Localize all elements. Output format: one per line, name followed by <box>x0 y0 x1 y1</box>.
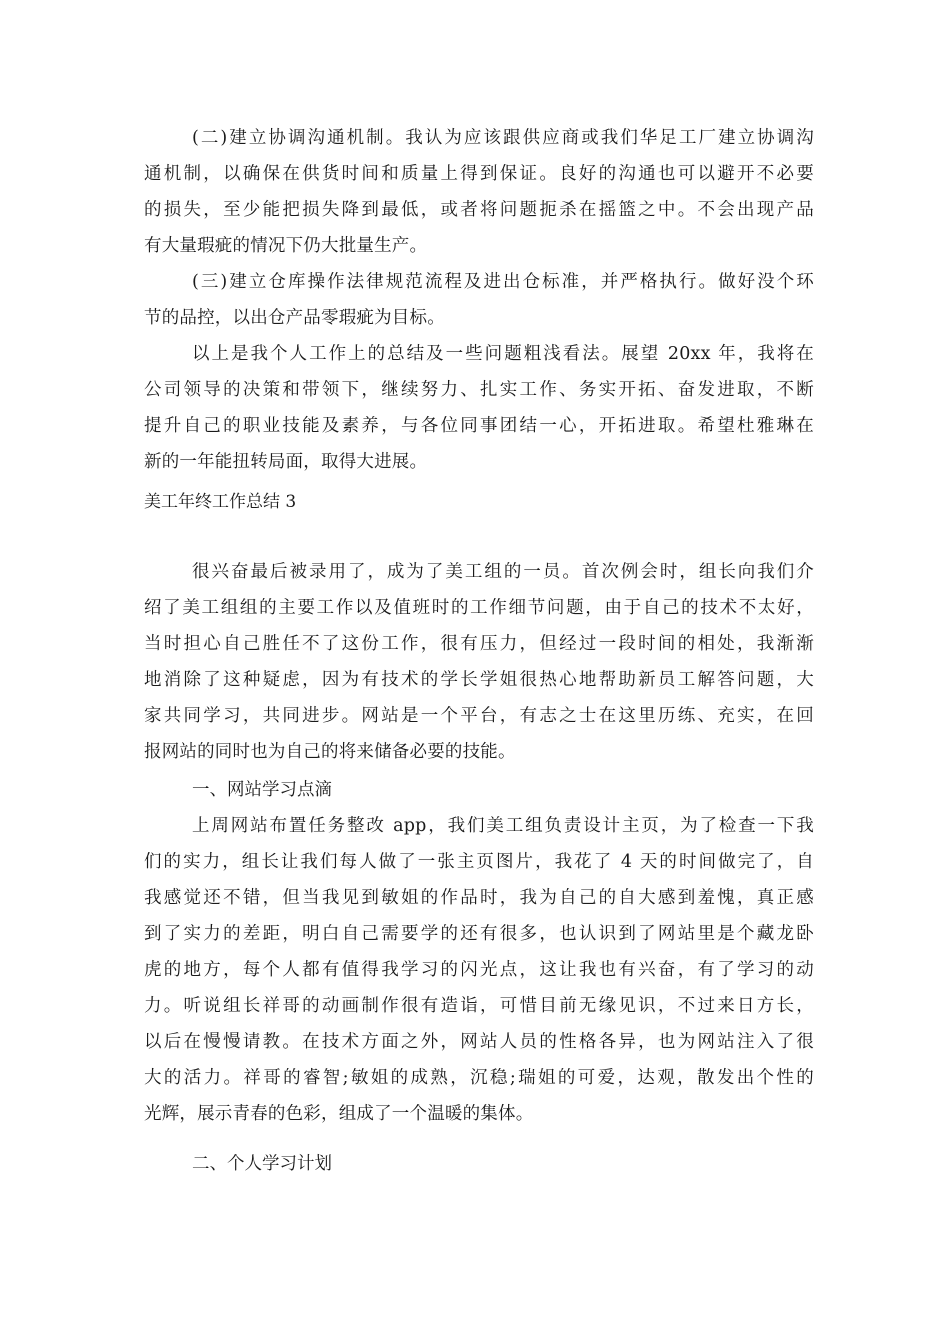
paragraph-line: 公司领导的决策和带领下，继续努力、扎实工作、务实开拓、奋发进取，不断 <box>144 380 814 400</box>
paragraph-line: 到了实力的差距，明白自己需要学的还有很多，也认识到了网站里是个藏龙卧 <box>144 924 814 944</box>
subsection-heading: 一、网站学习点滴 <box>192 780 332 800</box>
paragraph-line: (三)建立仓库操作法律规范流程及进出仓标准，并严格执行。做好没个环 <box>192 272 814 292</box>
paragraph-line: 力。听说组长祥哥的动画制作很有造诣，可惜目前无缘见识，不过来日方长， <box>144 996 814 1016</box>
paragraph-line: 我感觉还不错，但当我见到敏姐的作品时，我为自己的自大感到羞愧，真正感 <box>144 888 814 908</box>
paragraph-line: 们的实力，组长让我们每人做了一张主页图片，我花了 4 天的时间做完了，自 <box>144 852 814 872</box>
paragraph-line: (二)建立协调沟通机制。我认为应该跟供应商或我们华足工厂建立协调沟 <box>192 128 814 148</box>
paragraph-line: 以后在慢慢请教。在技术方面之外，网站人员的性格各异，也为网站注入了很 <box>144 1032 814 1052</box>
paragraph-line: 的损失，至少能把损失降到最低，或者将问题扼杀在摇篮之中。不会出现产品 <box>144 200 814 220</box>
paragraph-line: 当时担心自己胜任不了这份工作，很有压力，但经过一段时间的相处，我渐渐 <box>144 634 814 654</box>
paragraph-line: 地消除了这种疑虑，因为有技术的学长学姐很热心地帮助新员工解答问题，大 <box>144 670 814 690</box>
paragraph-line: 光辉，展示青春的色彩，组成了一个温暖的集体。 <box>144 1104 534 1124</box>
paragraph-line: 虎的地方，每个人都有值得我学习的闪光点，这让我也有兴奋，有了学习的动 <box>144 960 814 980</box>
paragraph-line: 提升自己的职业技能及素养，与各位同事团结一心，开拓进取。希望杜雅琳在 <box>144 416 814 436</box>
paragraph-line: 有大量瑕疵的情况下仍大批量生产。 <box>144 236 428 256</box>
paragraph-line: 以上是我个人工作上的总结及一些问题粗浅看法。展望 20xx 年，我将在 <box>192 344 814 364</box>
paragraph-line: 上周网站布置任务整改 app，我们美工组负责设计主页，为了检查一下我 <box>192 816 814 836</box>
paragraph-line: 报网站的同时也为自己的将来储备必要的技能。 <box>144 742 516 762</box>
paragraph-line: 节的品控，以出仓产品零瑕疵为目标。 <box>144 308 445 328</box>
paragraph-line: 新的一年能扭转局面，取得大进展。 <box>144 452 428 472</box>
paragraph-line: 通机制，以确保在供货时间和质量上得到保证。良好的沟通也可以避开不必要 <box>144 164 814 184</box>
paragraph-line: 很兴奋最后被录用了，成为了美工组的一员。首次例会时，组长向我们介 <box>192 562 814 582</box>
paragraph-line: 大的活力。祥哥的睿智;敏姐的成熟，沉稳;瑞姐的可爱，达观，散发出个性的 <box>144 1068 814 1088</box>
paragraph-line: 绍了美工组组的主要工作以及值班时的工作细节问题，由于自己的技术不太好， <box>144 598 814 618</box>
subsection-heading: 二、个人学习计划 <box>192 1154 332 1174</box>
section-title: 美工年终工作总结 3 <box>144 492 297 512</box>
paragraph-line: 家共同学习，共同进步。网站是一个平台，有志之士在这里历练、充实，在回 <box>144 706 814 726</box>
